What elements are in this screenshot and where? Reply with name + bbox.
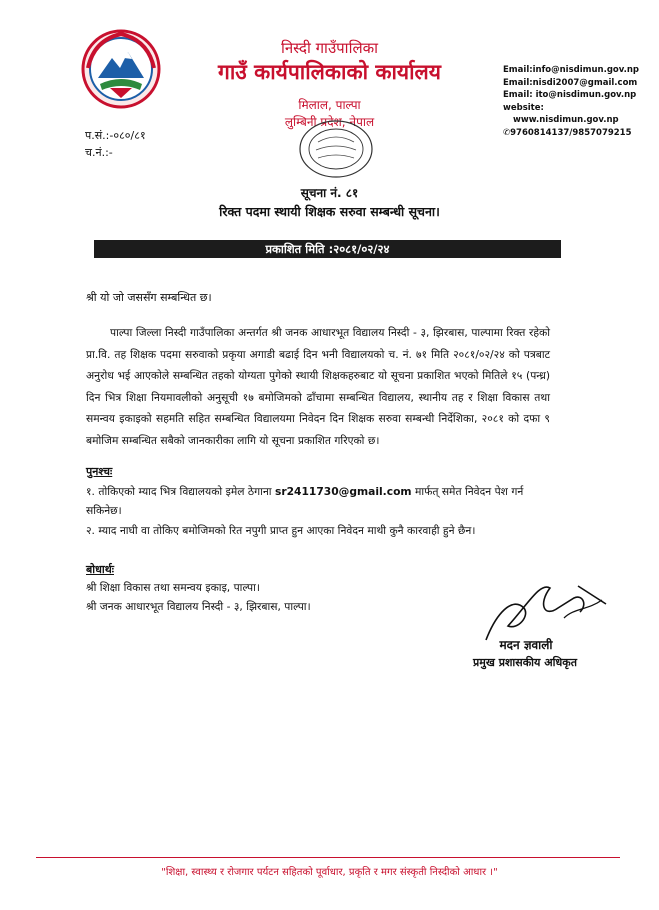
footer-divider xyxy=(36,857,620,858)
org-name: निस्दी गाउँपालिका xyxy=(280,39,379,57)
office-stamp-icon xyxy=(296,118,376,180)
postscript-heading: पुनश्चः xyxy=(86,465,113,478)
cc-item-2: श्री जनक आधारभूत विद्यालय निस्दी - ३, झिरबास, पाल्पा। xyxy=(86,600,311,613)
postscript-1-text-end: मार्फत् समेत निवेदन पेश गर्न सकिनेछ। xyxy=(86,485,524,517)
contact-email-2: Email:nisdi2007@gmail.com xyxy=(503,77,638,88)
published-date-bar: प्रकाशित मिति :२०८१/०२/२४ xyxy=(94,240,561,258)
contact-website-label: website: xyxy=(503,102,544,113)
school-email: sr2411730@gmail.com xyxy=(274,485,412,498)
signatory-name: मदन ज्ञवाली xyxy=(499,638,553,652)
address-line-2: लुम्बिनी प्रदेश, नेपाल xyxy=(284,115,375,129)
footer-slogan: "शिक्षा, स्वास्थ्य र रोजगार पर्यटन सहितको पूर्वाधार, प्रकृति र मगर संस्कृती निस्दीको आधार ।" xyxy=(161,867,498,878)
contact-email-1: Email:info@nisdimun.gov.np xyxy=(503,65,639,75)
phone-icon: ✆ xyxy=(503,127,511,138)
dispatch-number: च.नं.:- xyxy=(85,146,113,159)
contact-phone-row xyxy=(503,127,653,140)
address-line-1: मिलाल, पाल्पा xyxy=(298,98,361,112)
office-title: गाउँ कार्यपालिकाको कार्यालय xyxy=(218,60,441,84)
cc-heading: बोधार्थः xyxy=(86,563,114,576)
postscript-item-1 xyxy=(86,482,552,520)
reference-number: प.सं.:-०८०/८१ xyxy=(85,129,146,142)
cc-item-1: श्री शिक्षा विकास तथा समन्वय इकाइ, पाल्पा। xyxy=(86,581,260,594)
contact-phone: 9760814137/9857079215 xyxy=(510,127,632,138)
salutation: श्री यो जो जससँग सम्बन्धित छ। xyxy=(86,291,212,304)
contact-block xyxy=(503,64,653,139)
signatory-title: प्रमुख प्रशासकीय अधिकृत xyxy=(473,656,577,669)
notice-subject: रिक्त पदमा स्थायी शिक्षक सरुवा सम्बन्धी सूचना। xyxy=(219,204,440,219)
notice-number: सूचना नं. ८१ xyxy=(300,186,359,200)
notice-body: पाल्पा जिल्ला निस्दी गाउँपालिका अन्तर्गत श्री जनक आधारभूत विद्यालय निस्दी - ३, झिरबास, पाल्पामा रिक्त रहेको प्रा.वि. तह शिक्षक पदमा सरुवाको प्रकृया अगाडी बढाई दिन भनी विद्यालयको च. नं. ७१ मिति २०८१/०२/२४ को पत्रबाट अनुरोध भई आएकोले सम्बन्धित तहको योग्यता पुगेको स्थायी शिक्षकहरुबाट यो सूचना प्रकाशित भएको मितिले १५ (पन्ध्र) दिन भित्र शिक्षा नियमावलीको अनुसूची १७ बमोजिमको ढाँचामा सम्बन्धित विद्यालय, स्थानीय तह र शिक्षा विकास तथा समन्वय इकाइको सहमति सहित सम्बन्धित विद्यालयमा निवेदन दिन शिक्षक सरुवा सम्बन्धी निर्देशिका, २०८१ को दफा ९ बमोजिम सम्बन्धित सबैको जानकारीका लागि यो सूचना प्रकाशित गरिएको छ। xyxy=(86,326,550,447)
contact-email-3: Email: ito@nisdimun.gov.np xyxy=(503,90,637,100)
postscript-1-text: १. तोकिएको म्याद भित्र विद्यालयको इमेल ठेगाना xyxy=(86,485,275,498)
contact-website: www.nisdimun.gov.np xyxy=(513,115,619,125)
postscript-item-2: २. म्याद नाघी वा तोकिए बमोजिमको रित नपुगी प्राप्त हुन आएका निवेदन माथी कुनै कारवाही हुने छैन। xyxy=(86,524,476,537)
